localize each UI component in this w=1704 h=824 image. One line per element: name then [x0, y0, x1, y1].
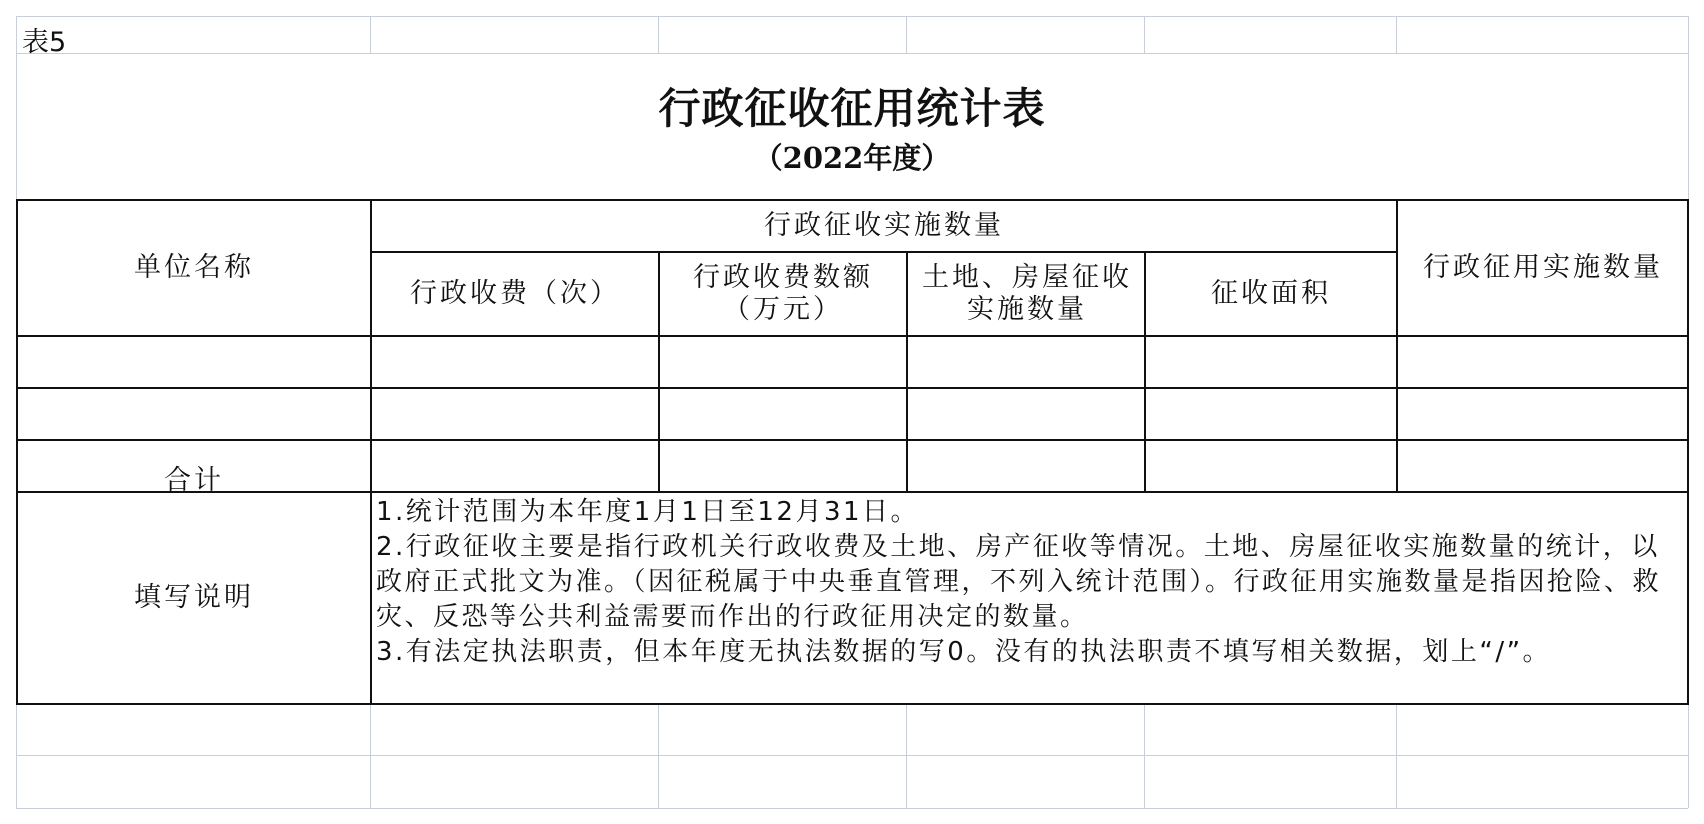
page-subtitle: （2022年度） [753, 141, 951, 175]
row-2-land-house[interactable] [908, 389, 1144, 439]
row-1-unit[interactable] [18, 337, 370, 387]
header-fee-count: 行政收费（次） [410, 277, 620, 309]
page-title: 行政征收征用统计表 [658, 84, 1046, 133]
note-1: 1.统计范围为本年度1月1日至12月31日。 [376, 497, 920, 527]
gridline [16, 53, 1688, 54]
header-land-house: 土地、房屋征收实施数量 [922, 261, 1132, 325]
gridline [16, 755, 1688, 756]
header-requisition: 行政征用实施数量 [1423, 251, 1663, 283]
gridline [370, 705, 371, 808]
sheet-label: 表5 [22, 27, 67, 58]
row-1-requisition[interactable] [1398, 337, 1688, 387]
notes-text [376, 495, 1676, 705]
gridline [1396, 705, 1397, 808]
row-2-unit[interactable] [18, 389, 370, 439]
total-label: 合计 [164, 464, 224, 496]
gridline [16, 16, 1688, 17]
gridline [658, 16, 659, 53]
header-fee-amount: 行政收费数额（万元） [693, 261, 873, 325]
gridline [1396, 16, 1397, 53]
notes-label: 填写说明 [134, 581, 254, 613]
gridline [906, 16, 907, 53]
row-2-fee-count[interactable] [372, 389, 658, 439]
row-2-area[interactable] [1146, 389, 1396, 439]
row-2-requisition[interactable] [1398, 389, 1688, 439]
row-2-fee-amount[interactable] [660, 389, 906, 439]
header-unit-name: 单位名称 [134, 251, 254, 283]
gridline [370, 16, 371, 53]
row-1-fee-count[interactable] [372, 337, 658, 387]
gridline [658, 705, 659, 808]
row-1-area[interactable] [1146, 337, 1396, 387]
gridline [1144, 16, 1145, 53]
row-1-land-house[interactable] [908, 337, 1144, 387]
header-collection-group: 行政征收实施数量 [764, 209, 1004, 241]
row-1-fee-amount[interactable] [660, 337, 906, 387]
note-2: 2.行政征收主要是指行政机关行政收费及土地、房产征收等情况。土地、房屋征收实施数量的统计，以政府正式批文为准。（因征税属于中央垂直管理，不列入统计范围）。行政征用实施数量是指因抢险、救灾、反恐等公共利益需要而作出的行政征用决定的数量。 [376, 532, 1662, 632]
gridline [16, 808, 1688, 809]
gridline [1144, 705, 1145, 808]
gridline [906, 705, 907, 808]
header-area: 征收面积 [1211, 277, 1331, 309]
note-3: 3.有法定执法职责，但本年度无执法数据的写0。没有的执法职责不填写相关数据，划上“/”。 [376, 637, 1552, 667]
